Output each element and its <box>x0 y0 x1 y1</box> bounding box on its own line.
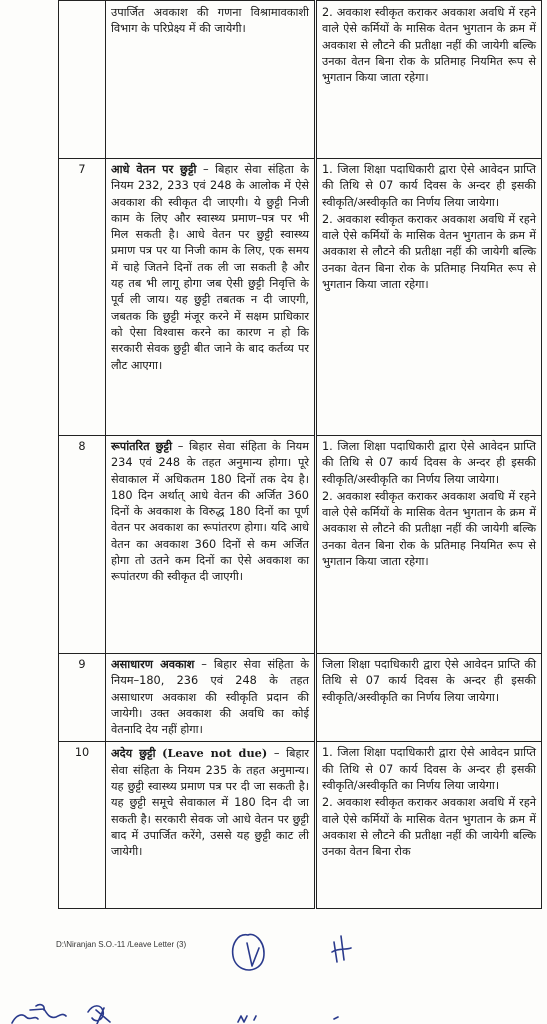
leave-rules-table <box>58 0 542 909</box>
procedure-point-1: 1. जिला शिक्षा पदाधिकारी द्वारा ऐसे आवेदन प्राप्ति की तिथि से 07 कार्य दिवस के अन्दर ही इसकी स्वीकृति/अस्वीकृति का निर्णय लिया जायेगा। <box>322 163 536 209</box>
signature-circle-mark <box>233 934 264 970</box>
description-text: – बिहार सेवा संहिता के नियम 232, 233 एवं 248 के आलोक में ऐसे अवकाश की स्वीकृत दी जाएगी। ये छुट्टी निजी काम के लिए और स्वास्थ्य प्रमाण–पत्र पर भी मिल सकती है। आधे वेतन पर छुट्टी स्वास्थ्य प्रमाण पत्र पर या निजी काम के लिए, एक समय में चाहे जितने दिनों तक ली जा सकती है और यह तब भी लागू होगा जब ऐसी छुट्टी निवृत्ति के पूर्व ली जाय। यह छुट्टी तबतक न दी जाएगी, जबतक कि छुट्टी मंजूर करने में सक्षम प्राधिकार को ऐसा विश्वास करने का कारण न हो कि सरकारी सेवक छुट्टी बीत जाने के बाद कर्तव्य पर लौट आएगा। <box>111 163 309 372</box>
signature-rahul <box>12 1005 66 1023</box>
table-row-extraordinary-leave <box>59 654 542 742</box>
signature-bottom-marks <box>238 1016 338 1022</box>
procedure-cell <box>316 436 542 654</box>
leave-title: रूपांतरित छुट्टी <box>111 440 172 453</box>
leave-title: असाधारण अवकाश <box>111 658 195 671</box>
table-row-continued <box>59 1 542 159</box>
procedure-point-2: 2. अवकाश स्वीकृत कराकर अवकाश अवधि में रहने वाले ऐसे कर्मियों के मासिक वेतन भुगतान के क्रम में अवकाश से लौटने की प्रतीक्षा नहीं की जायेगी बल्कि उनका वेतन बिना रोक <box>322 796 536 859</box>
leave-description-cell <box>106 436 316 654</box>
procedure-point-1: जिला शिक्षा पदाधिकारी द्वारा ऐसे आवेदन प्राप्ति की तिथि से 07 कार्य दिवस के अन्दर ही इसकी स्वीकृति/अस्वीकृति का निर्णय लिया जायेगा। <box>322 658 536 704</box>
table-row-half-pay-leave <box>59 159 542 436</box>
serial-number: 8 <box>59 436 106 654</box>
leave-title: आधे वेतन पर छुट्टी <box>111 163 197 176</box>
signature-initial-mark <box>88 1006 110 1024</box>
leave-description-cell <box>106 654 316 742</box>
description-text: – बिहार सेवा संहिता के नियम–180, 236 एवं 248 के तहत असाधारण अवकाश की स्वीकृति प्रदान की जायेगी। उक्त अवकाश की अवधि का कोई वेतनादि देय नहीं होगा। <box>111 658 309 737</box>
leave-description-cell <box>106 1 316 159</box>
handwritten-signatures <box>0 918 547 1024</box>
procedure-cell <box>316 742 542 909</box>
serial-number-cell <box>59 1 106 159</box>
description-text: उपार्जित अवकाश की गणना विश्रामावकाशी विभाग के परिप्रेक्ष्य में की जायेगी। <box>111 6 309 36</box>
procedure-cell <box>316 159 542 436</box>
procedure-point-1: 1. जिला शिक्षा पदाधिकारी द्वारा ऐसे आवेदन प्राप्ति की तिथि से 07 कार्य दिवस के अन्दर ही इसकी स्वीकृति/अस्वीकृति का निर्णय लिया जायेगा। <box>322 746 536 793</box>
description-text: – बिहार सेवा संहिता के नियम 234 एवं 248 के तहत अनुमान्य होगा। पूरे सेवाकाल में अधिकतम 180 दिनों तक देय है। 180 दिन अर्थात् आधे वेतन की अर्जित 360 दिनों के अवकाश के विरुद्ध 180 दिनों का पूर्ण वेतन पर अवकाश का रूपांतरण होगा। यदि आधे वेतन का अवकाश 360 दिनों से कम अर्जित होगा तो उतने कम दिनों का ऐसे अवकाश का रूपांतरण की स्वीकृत दी जाएगी। <box>111 440 309 584</box>
procedure-point-1: 1. जिला शिक्षा पदाधिकारी द्वारा ऐसे आवेदन प्राप्ति की तिथि से 07 कार्य दिवस के अन्दर ही इसकी स्वीकृति/अस्वीकृति का निर्णय लिया जायेगा। <box>322 440 536 486</box>
table-row-commuted-leave <box>59 436 542 654</box>
table-row-leave-not-due <box>59 742 542 909</box>
description-text: – बिहार सेवा संहिता के नियम 235 के तहत अनुमान्य। यह छुट्टी स्वास्थ्य प्रमाण पत्र पर दी जा सकती है। यह छुट्टी समूचे सेवाकाल में 180 दिन दी जा सकती है। सरकारी सेवक जो आधे वेतन पर छुट्टी बाद में उपार्जित करेंगे, उससे यह छुट्टी काट ली जायेगी। <box>111 747 310 859</box>
file-path-footer: D:\Niranjan S.O.-11 /Leave Letter (3) <box>56 940 187 949</box>
leave-subtitle: (Leave not due) <box>162 746 268 761</box>
serial-number: 10 <box>59 742 106 909</box>
procedure-point-2: 2. अवकाश स्वीकृत कराकर अवकाश अवधि में रहने वाले ऐसे कर्मियों के मासिक वेतन भुगतान के क्रम में अवकाश से लौटने की प्रतीक्षा नहीं की जायेगी बल्कि उनका वेतन बिना रोक के प्रतिमाह नियमित रूप से भुगतान किया जाता रहेगा। <box>322 212 536 292</box>
leave-description-cell <box>106 742 316 909</box>
leave-description-cell <box>106 159 316 436</box>
serial-number: 7 <box>59 159 106 436</box>
procedure-point-2: 2. अवकाश स्वीकृत कराकर अवकाश अवधि में रहने वाले ऐसे कर्मियों के मासिक वेतन भुगतान के क्रम में अवकाश से लौटने की प्रतीक्षा नहीं की जायेगी बल्कि उनका वेतन बिना रोक के प्रतिमाह नियमित रूप से भुगतान किया जाता रहेगा। <box>322 6 536 85</box>
signature-mark-right <box>332 936 351 962</box>
leave-title: अदेय छुट्टी <box>111 747 156 761</box>
procedure-point-2: 2. अवकाश स्वीकृत कराकर अवकाश अवधि में रहने वाले ऐसे कर्मियों के मासिक वेतन भुगतान के क्रम में अवकाश से लौटने की प्रतीक्षा नहीं की जायेगी बल्कि उनका वेतन बिना रोक के प्रतिमाह नियमित रूप से भुगतान किया जाता रहेगा। <box>322 489 536 569</box>
serial-number: 9 <box>59 654 106 742</box>
procedure-cell <box>316 1 542 159</box>
procedure-cell <box>316 654 542 742</box>
